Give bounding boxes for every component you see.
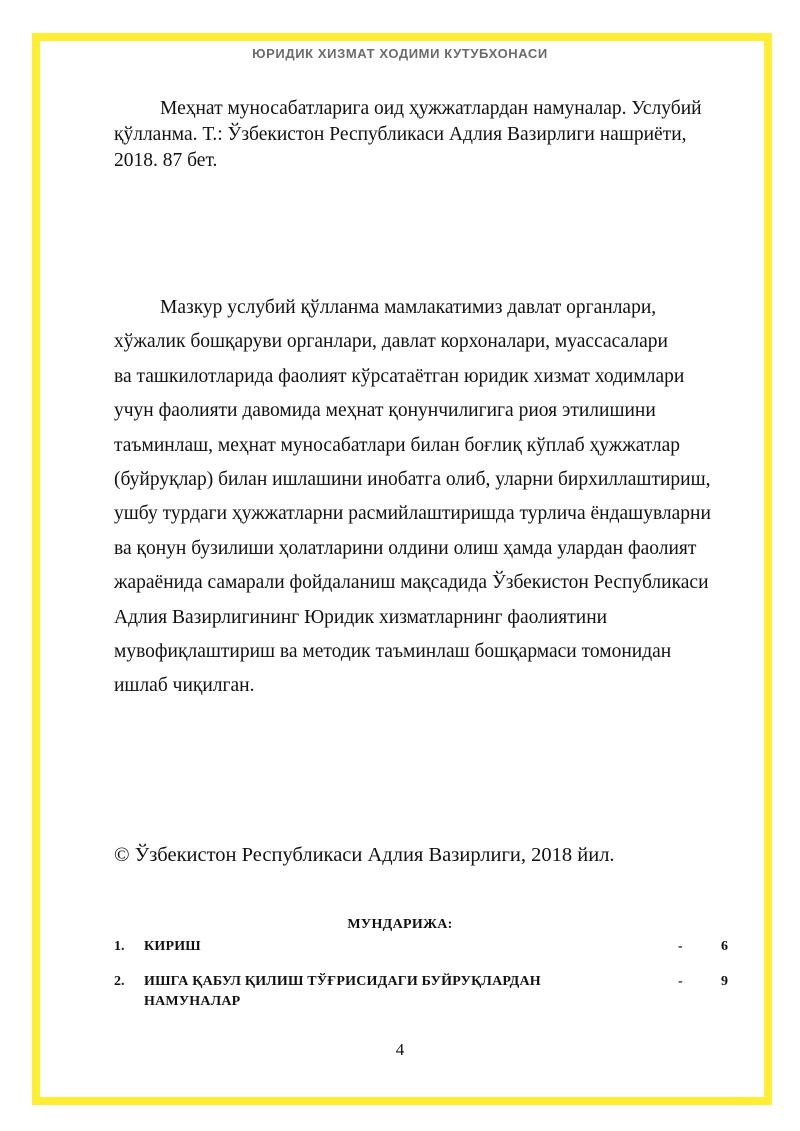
toc-entry-title: ИШГА ҚАБУЛ ҚИЛИШ ТЎҒРИСИДАГИ БУЙРУҚЛАРДАН НАМУНАЛАР: [144, 974, 541, 1009]
toc-entry-number: 1.: [114, 939, 125, 954]
toc-entry-introduction[interactable]: [114, 937, 728, 957]
table-of-contents: [114, 937, 728, 1012]
abstract-line: ушбу турдаги ҳужжатларни расмийлаштиришда турлича ёндашувларни: [114, 503, 711, 525]
running-header: ЮРИДИК ХИЗМАТ ХОДИМИ КУТУБХОНАСИ: [252, 46, 548, 61]
abstract-line: мувофиқлаштириш ва методик таъминлаш бошқармаси томонидан: [114, 640, 672, 662]
toc-entry-title: КИРИШ: [144, 939, 201, 954]
abstract-line: ва қонун бузилиши ҳолатларини олдини олиш ҳамда улардан фаолият: [114, 537, 697, 559]
bibliographic-citation: Меҳнат муносабатларига оид ҳужжатлардан намуналар. Услубий қўлланма. Т.: Ўзбекистон Республикаси Адлия Вазирлиги нашриёти, 2018. 87 бет.: [114, 98, 702, 171]
toc-entry-page: 6: [721, 939, 728, 954]
abstract-paragraph: [114, 291, 754, 704]
toc-title: МУНДАРИЖА:: [347, 917, 453, 932]
toc-entry-number: 2.: [114, 974, 125, 989]
toc-entry-hiring-orders[interactable]: [114, 972, 728, 1012]
abstract-line: (буйруқлар) билан ишлашини инобатга олиб, уларни бирхиллаштириш,: [114, 468, 711, 490]
abstract-line: ишлаб чиқилган.: [114, 675, 255, 697]
abstract-line: учун фаолияти давомида меҳнат қонунчилигига риоя этилишини: [114, 400, 656, 422]
toc-entry-page: 9: [721, 974, 728, 989]
page-number: 4: [395, 1040, 405, 1059]
abstract-line: жараёнида самарали фойдаланиш мақсадида Ўзбекистон Республикаси: [114, 572, 709, 594]
abstract-line: таъминлаш, меҳнат муносабатлари билан боғлиқ кўплаб ҳужжатлар: [114, 434, 681, 456]
abstract-line: Мазкур услубий қўлланма мамлакатимиз давлат органлари,: [160, 297, 657, 318]
abstract-line: хўжалик бошқаруви органлари, давлат корхоналари, муассасалари: [114, 331, 668, 353]
toc-entry-leader: -: [678, 939, 683, 954]
copyright-notice: © Ўзбекистон Республикаси Адлия Вазирлиги, 2018 йил.: [114, 844, 615, 866]
abstract-line: ва ташкилотларида фаолият кўрсатаётган юридик хизмат ходимлари: [114, 365, 685, 387]
abstract-line: Адлия Вазирлигининг Юридик хизматларнинг фаолиятини: [114, 606, 608, 628]
toc-entry-leader: -: [678, 974, 683, 989]
